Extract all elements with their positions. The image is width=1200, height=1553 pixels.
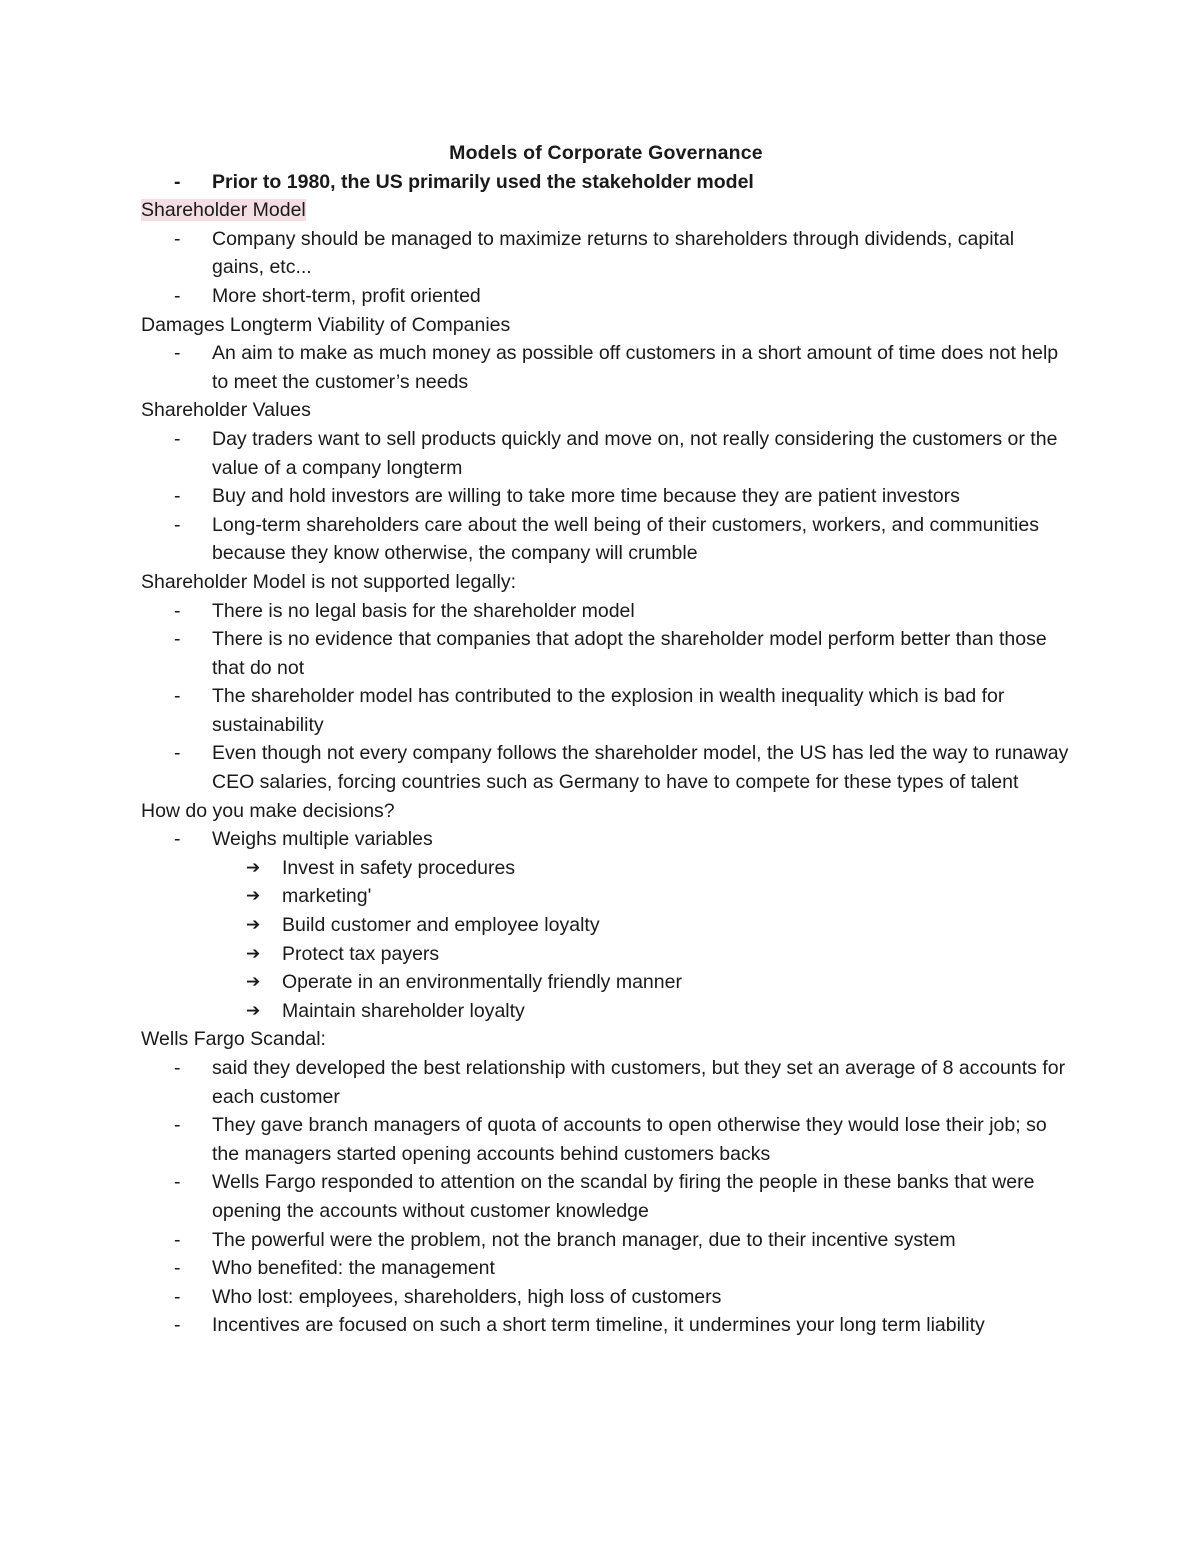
list-item [141,1283,1071,1312]
list-item-text: Who benefited: the management [212,1257,495,1280]
list-item [141,339,1071,396]
intro-bullet [141,168,1071,197]
sub-list-item [141,911,1071,940]
dash-marker: - [174,628,181,651]
intro-bullet-text: Prior to 1980, the US primarily used the stakeholder model [212,170,754,193]
sub-list-item-text: Invest in safety procedures [282,856,516,879]
list-item-text: Company should be managed to maximize returns to shareholders through dividends, capital gains, etc... [212,227,1015,279]
list-item [141,1168,1071,1225]
list-item [141,282,1071,311]
list-item-text: More short-term, profit oriented [212,284,481,307]
section-heading-damages-longterm: Damages Longterm Viability of Companies [141,313,511,336]
list-item [141,739,1071,796]
list-item [141,1311,1071,1340]
section-heading-wells-fargo: Wells Fargo Scandal: [141,1028,326,1051]
list-item-text: Buy and hold investors are willing to take more time because they are patient investors [212,485,960,508]
list-item-text: Day traders want to sell products quickly and move on, not really considering the customers or the value of a company longterm [212,427,1058,479]
sub-list-item [141,854,1071,883]
dash-marker: - [174,513,181,536]
list-item-text: Long-term shareholders care about the well being of their customers, workers, and communities because they know otherwise, the company will crumble [212,513,1039,565]
dash-marker: - [174,1171,181,1194]
sub-list-item-text: Maintain shareholder loyalty [282,999,525,1022]
dash-marker: - [174,1114,181,1137]
section-heading-decisions: How do you make decisions? [141,799,395,822]
list-item [141,1054,1071,1111]
dash-marker: - [174,427,181,450]
document-body [141,139,1071,1340]
list-item-text: Who lost: employees, shareholders, high loss of customers [212,1285,722,1308]
list-item-text: They gave branch managers of quota of accounts to open otherwise they would lose their job; so the managers started opening accounts behind customers backs [212,1114,1047,1165]
dash-marker: - [174,342,181,365]
dash-marker: - [174,1314,181,1337]
dash-marker: - [174,1057,181,1079]
sub-list-item [141,882,1071,911]
document-title: Models of Corporate Governance [449,142,763,164]
section-heading-shareholder-values: Shareholder Values [141,399,311,422]
list-item [141,682,1071,739]
arrow-right-icon: ➔ [246,943,261,964]
sub-list-item-text: Build customer and employee loyalty [282,914,600,937]
list-item [141,825,1071,854]
list-item [141,1226,1071,1255]
list-item [141,482,1071,511]
arrow-right-icon: ➔ [246,1000,261,1021]
list-item-text: Even though not every company follows the shareholder model, the US has led the way to runaway CEO salaries, forcing countries such as Germany to have to compete for these types of talent [212,742,1069,794]
list-item-text: There is no evidence that companies that adopt the shareholder model perform better than those that do not [212,628,1047,679]
dash-marker: - [174,685,181,708]
list-item-text: An aim to make as much money as possible off customers in a short amount of time does not help to meet the customer’s needs [212,342,1059,393]
list-item [141,425,1071,482]
sub-list-item [141,997,1071,1026]
list-item [141,1111,1071,1168]
sub-list-item-text: marketing' [282,885,372,908]
dash-marker: - [174,828,181,851]
section-heading-shareholder-model [141,196,1071,225]
list-item [141,625,1071,682]
highlighted-heading: Shareholder Model [141,199,306,222]
arrow-right-icon: ➔ [246,915,261,936]
list-item-text: There is no legal basis for the shareholder model [212,599,635,622]
arrow-right-icon: ➔ [246,886,261,907]
list-item [141,225,1071,282]
list-item-text: The powerful were the problem, not the branch manager, due to their incentive system [212,1228,956,1251]
arrow-right-icon: ➔ [246,972,261,993]
list-item-text: Weighs multiple variables [212,828,433,851]
dash-marker: - [174,1257,181,1280]
list-item-text: The shareholder model has contributed to the explosion in wealth inequality which is bad for sustainability [212,685,1005,736]
sub-list-item [141,940,1071,969]
list-item-text: said they developed the best relationship with customers, but they set an average of 8 accounts for each customer [212,1057,1066,1108]
dash-marker: - [174,227,181,250]
dash-marker: - [174,599,181,622]
dash-marker: - [174,485,181,508]
list-item [141,511,1071,568]
list-item [141,1254,1071,1283]
sub-list-item-text: Protect tax payers [282,942,440,965]
dash-marker: - [174,742,181,765]
dash-marker: - [174,284,181,307]
section-heading-not-supported-legally: Shareholder Model is not supported legally: [141,570,517,593]
dash-marker: - [174,170,181,193]
list-item-text: Wells Fargo responded to attention on the scandal by firing the people in these banks that were opening the accounts without customer knowledge [212,1171,1035,1222]
dash-marker: - [174,1285,181,1308]
sub-list-item [141,968,1071,997]
sub-list-item-text: Operate in an environmentally friendly manner [282,971,682,994]
list-item [141,597,1071,626]
list-item-text: Incentives are focused on such a short term timeline, it undermines your long term liability [212,1314,985,1337]
arrow-right-icon: ➔ [246,857,261,878]
dash-marker: - [174,1228,181,1251]
